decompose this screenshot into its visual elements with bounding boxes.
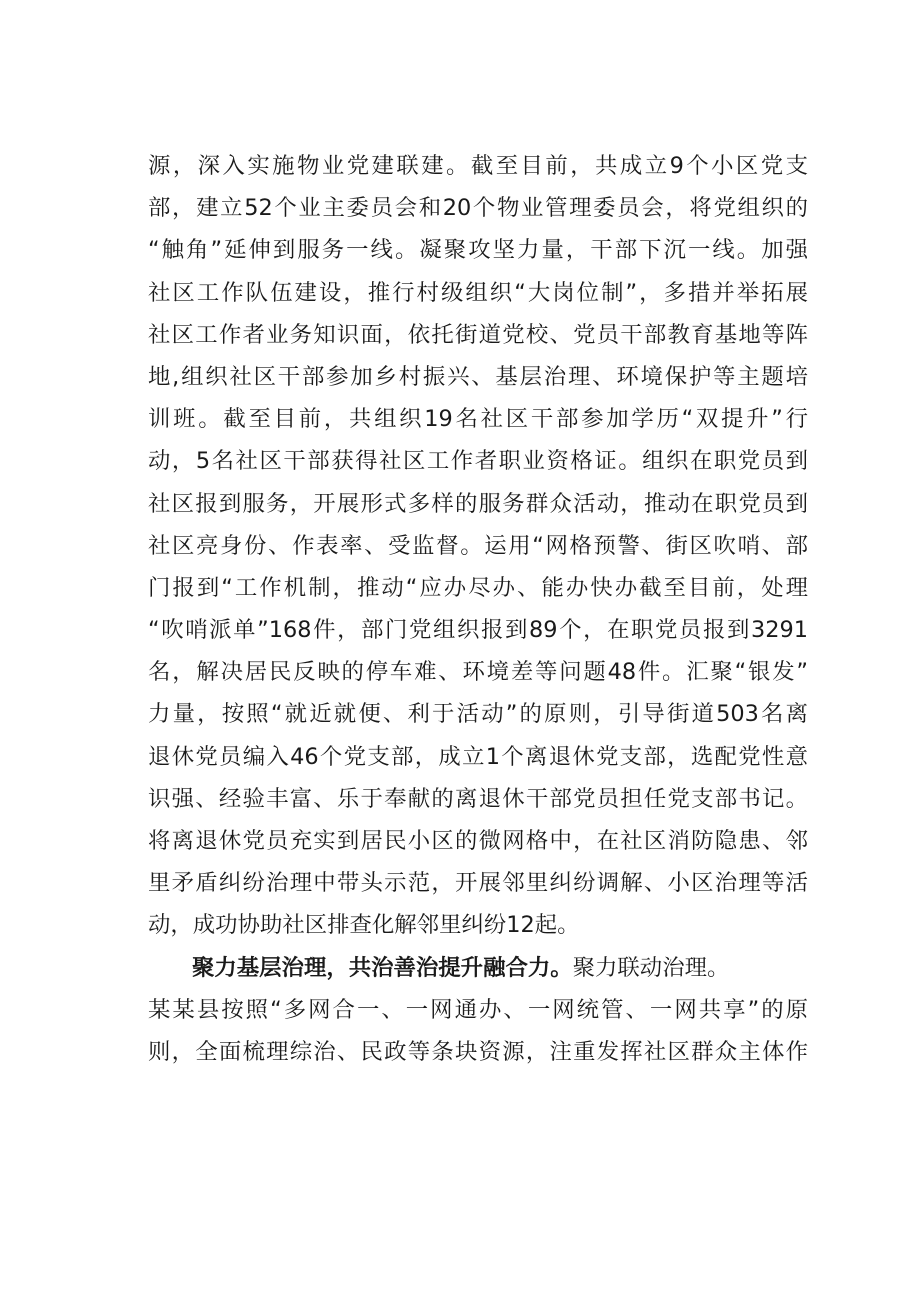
paragraph-line: 名，解决居民反映的停车难、环境差等问题48件。汇聚“银发”	[148, 659, 808, 686]
paragraph-line: 社区工作者业务知识面，依托街道党校、党员干部教育基地等阵	[148, 321, 808, 348]
paragraph-line: 社区报到服务，开展形式多样的服务群众活动，推动在职党员到	[148, 490, 808, 517]
paragraph-line: 力量，按照“就近就便、利于活动”的原则，引导街道503名离	[148, 701, 808, 728]
paragraph-line: 部，建立52个业主委员会和20个物业管理委员会，将党组织的	[148, 195, 808, 222]
paragraph-line: 将离退休党员充实到居民小区的微网格中，在社区消防隐患、邻	[148, 828, 808, 854]
paragraph-line: 门报到“工作机制，推动“应办尽办、能办快办截至目前，处理	[148, 574, 808, 601]
paragraph-first-line	[148, 947, 808, 989]
paragraph-1	[148, 145, 808, 947]
paragraph-2	[148, 947, 808, 1074]
body-text	[148, 145, 808, 1073]
bold-lead-heading: 聚力基层治理，共治善治提升融合力。	[192, 954, 573, 981]
lead-line-rest: 聚力联动治理。	[572, 954, 730, 981]
paragraph-line: “吹哨派单”168件，部门党组织报到89个，在职党员报到3291	[148, 617, 808, 644]
paragraph-line: 社区亮身份、作表率、受监督。运用“网格预警、街区吹哨、部	[148, 532, 808, 559]
paragraph-line: 动，成功协助社区排查化解邻里纠纷12起。	[148, 912, 580, 939]
paragraph-line: 退休党员编入46个党支部，成立1个离退休党支部，选配党性意	[148, 743, 808, 770]
paragraph-line: 里矛盾纠纷治理中带头示范，开展邻里纠纷调解、小区治理等活	[148, 870, 808, 897]
paragraph-line: 则，全面梳理综治、民政等条块资源，注重发挥社区群众主体作	[148, 1038, 808, 1065]
paragraph-line: 训班。截至目前，共组织19名社区干部参加学历“双提升”行	[148, 406, 808, 433]
paragraph-line: 社区工作队伍建设，推行村级组织“大岗位制”，多措并举拓展	[148, 279, 808, 306]
paragraph-line: 识强、经验丰富、乐于奉献的离退休干部党员担任党支部书记。	[148, 785, 808, 812]
paragraph-line: 动，5名社区干部获得社区工作者职业资格证。组织在职党员到	[148, 448, 808, 475]
paragraph-line: “触角”延伸到服务一线。凝聚攻坚力量，干部下沉一线。加强	[148, 237, 808, 264]
paragraph-line: 某某县按照“多网合一、一网通办、一网统管、一网共享”的原	[148, 996, 808, 1023]
paragraph-line: 源，深入实施物业党建联建。截至目前，共成立9个小区党支	[148, 153, 808, 179]
paragraph-line: 地,组织社区干部参加乡村振兴、基层治理、环境保护等主题培	[148, 363, 808, 390]
